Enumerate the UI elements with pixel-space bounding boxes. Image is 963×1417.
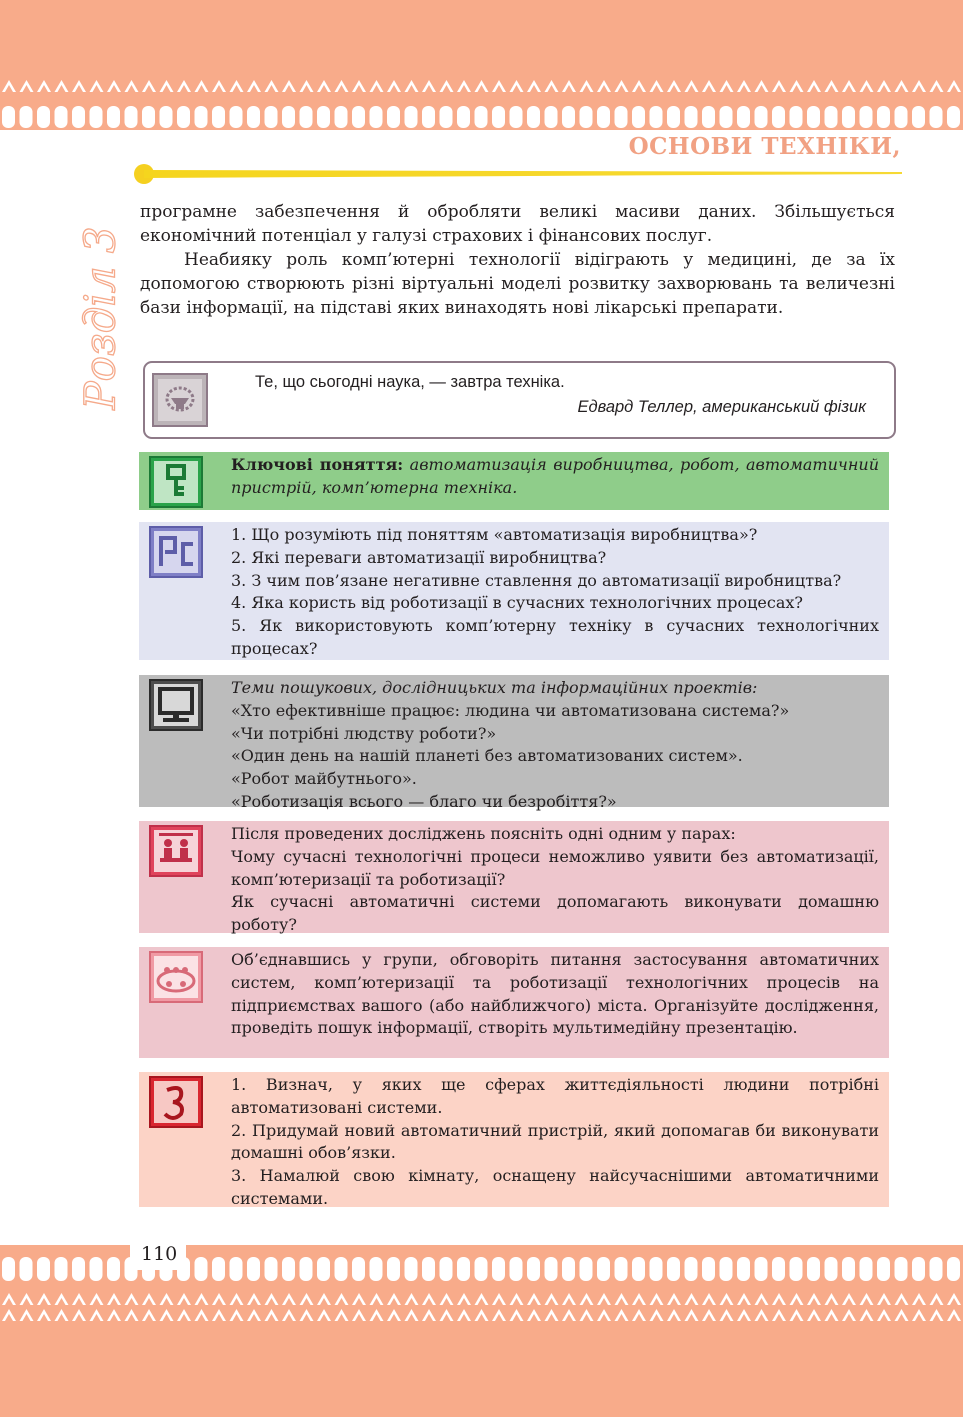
computer-icon xyxy=(149,679,203,731)
paragraph-1: програмне забезпечення й обробляти великі масиви даних. Збільшується економічний потенціал у галузі страхових і фінансових послуг. xyxy=(140,202,895,246)
task-1: 1. Визнач, у яких ще сферах життєдіяльності людини потрібні автоматизовані системи. xyxy=(231,1075,879,1117)
project-item-4: «Робот майбутнього». xyxy=(231,769,417,789)
explain-line-2: Чому сучасні технологічні процеси неможливо уявити без автоматизації, комп’ютеризації та роботизації? xyxy=(231,846,879,889)
question-5: 5. Як використовують комп’ютерну техніку в сучасних технологічних процесах? xyxy=(231,616,879,658)
project-item-5: «Роботизація всього — благо чи безробіття?» xyxy=(231,791,617,811)
key-concepts-panel xyxy=(139,452,889,510)
top-ornament xyxy=(0,70,963,130)
group-task-text: Об’єднавшись у групи, обговоріть питання застосування автоматичних систем, комп’ютеризації та роботизації технологічних процесів на підприємствах вашого (або найближчого) міста. Організуйте дослідження, проведіть пошук інформації, створіть мультимедійну презентацію. xyxy=(231,950,879,1038)
explain-line-1: Після проведених досліджень поясніть одні одним у парах: xyxy=(231,824,736,843)
quote-box xyxy=(143,361,896,439)
group-task-panel xyxy=(139,947,889,1058)
paragraph-2: Неабияку роль комп’ютерні технології відіграють у медицині, де за їх допомогою створюють різні віртуальні моделі розвитку захворювань та величезні бази інформації, на підставі яких винаходять нові лікарські препарати. xyxy=(140,250,895,318)
body-text xyxy=(140,200,895,320)
quote-text: Те, що сьогодні наука, — завтра техніка. xyxy=(255,373,565,391)
key-concepts-label: Ключові поняття: xyxy=(231,455,404,474)
thought-icon xyxy=(152,373,208,427)
header-underline xyxy=(130,160,910,188)
homework-panel xyxy=(139,1072,889,1207)
project-item-3: «Один день на нашій планеті без автоматизованих систем». xyxy=(231,746,743,766)
chapter-title: ОСНОВИ ТЕХНІКИ, xyxy=(628,133,901,160)
project-item-1: «Хто ефективніше працює: людина чи автоматизована система?» xyxy=(231,700,790,720)
projects-panel xyxy=(139,675,889,811)
page-number: 110 xyxy=(141,1243,178,1265)
group-work-icon xyxy=(149,951,203,1003)
project-item-2: «Чи потрібні людству роботи?» xyxy=(231,723,497,743)
explain-line-3: Як сучасні автоматичні системи допомагають виконувати домашню роботу? xyxy=(231,892,879,935)
question-1: 1. Що розуміють під поняттям «автоматизація виробництва»? xyxy=(231,525,758,544)
question-3: 3. З чим пов’язане негативне ставлення до автоматизації виробництва? xyxy=(231,570,842,590)
key-concepts-text: автоматизація виробництва, робот, автоматичний пристрій, комп’ютерна техніка. xyxy=(231,455,880,497)
task-3: 3. Намалюй свою кімнату, оснащену найсучаснішими автоматичними системами. xyxy=(231,1166,879,1208)
section-label: Розділ 3 xyxy=(75,226,125,410)
question-2: 2. Які переваги автоматизації виробництва? xyxy=(231,547,607,567)
pair-work-icon xyxy=(149,825,203,877)
questions-icon xyxy=(149,526,203,578)
question-4: 4. Яка користь від роботизації в сучасних технологічних процесах? xyxy=(231,593,803,613)
quote-author: Едвард Теллер, американський фізик xyxy=(577,398,866,416)
task-2: 2. Придумай новий автоматичний пристрій, який допомагав би виконувати домашні обов’язки. xyxy=(231,1120,879,1163)
homework-icon xyxy=(149,1076,203,1128)
questions-panel xyxy=(139,522,889,660)
projects-heading: Теми пошукових, дослідницьких та інформаційних проектів: xyxy=(231,678,758,697)
pairs-discussion-panel xyxy=(139,821,889,933)
key-icon xyxy=(149,456,203,508)
